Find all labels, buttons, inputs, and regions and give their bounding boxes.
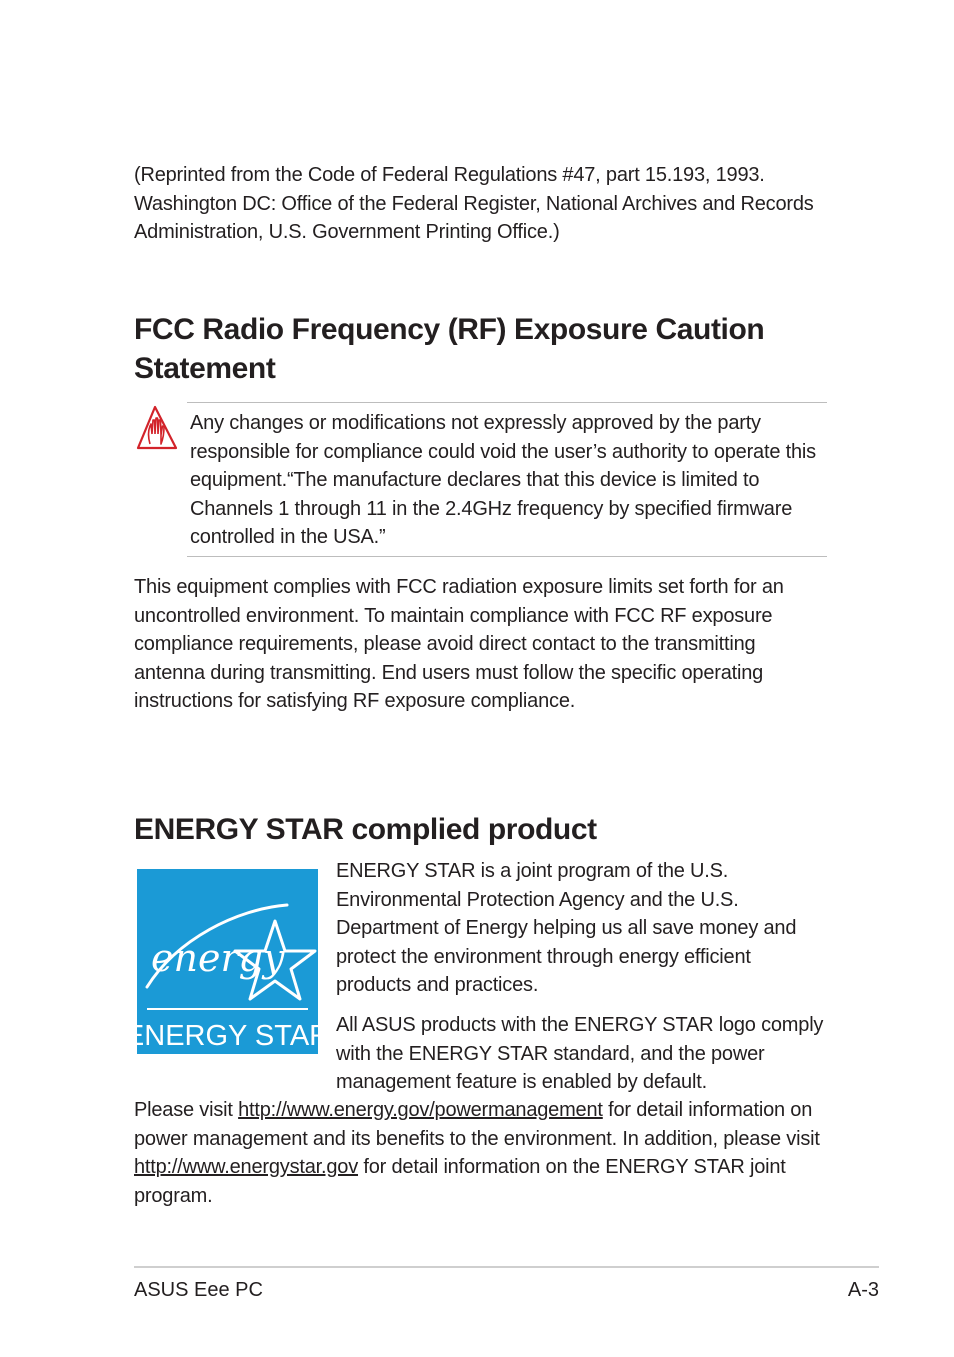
page-number: A-3 [847, 1279, 879, 1301]
power-management-link[interactable]: http://www.energy.gov/powermanagement [238, 1099, 603, 1121]
energy-star-visit-paragraph [134, 1096, 824, 1210]
reprint-note: (Reprinted from the Code of Federal Regulations #47, part 15.193, 1993. Washington DC: Office of the Federal Register, National Archives and Records Administration, U.S. Government Printing Office.) [134, 164, 814, 243]
visit-text-3: for detail information on the ENERGY STAR joint program. [134, 1156, 786, 1207]
footer-product-name: ASUS Eee PC [134, 1279, 263, 1301]
energy-script-text: energy [151, 936, 285, 980]
warning-hand-icon [136, 404, 178, 454]
fcc-heading: FCC Radio Frequency (RF) Exposure Caution Statement [134, 313, 765, 385]
caution-divider-bottom [187, 556, 827, 557]
energy-star-logo-label: ENERGY STAR [124, 1020, 331, 1052]
rf-exposure-paragraph: This equipment complies with FCC radiation exposure limits set forth for an uncontrolled environment. To maintain compliance with FCC RF exposure compliance requirements, please avoid direct contact to the transmitting antenna during transmitting. End users must follow the specific operating instructions for satisfying RF exposure compliance. [134, 576, 784, 712]
energy-star-compliance-paragraph: All ASUS products with the ENERGY STAR logo comply with the ENERGY STAR standard, and the power management feature is enabled by default. [336, 1014, 824, 1093]
energystar-link[interactable]: http://www.energystar.gov [134, 1156, 359, 1178]
energy-star-intro-paragraph: ENERGY STAR is a joint program of the U.S. Environmental Protection Agency and the U.S. Department of Energy helping us all save money and protect the environment through energy efficient products and practices. [336, 860, 797, 996]
caution-text: Any changes or modifications not expressly approved by the party responsible for compliance could void the user’s authority to operate this equipment.“The manufacture declares that this device is limited to Channels 1 through 11 in the 2.4GHz frequency by specified firmware controlled in the USA.” [190, 412, 816, 548]
footer-divider [134, 1266, 879, 1268]
caution-divider-top [187, 402, 827, 403]
energy-star-logo [124, 869, 331, 1054]
energy-star-heading: ENERGY STAR complied product [134, 813, 597, 846]
visit-text-1: Please visit [134, 1099, 239, 1121]
visit-text-2: for detail information on power management and its benefits to the environment. In addition, please visit [134, 1099, 820, 1150]
